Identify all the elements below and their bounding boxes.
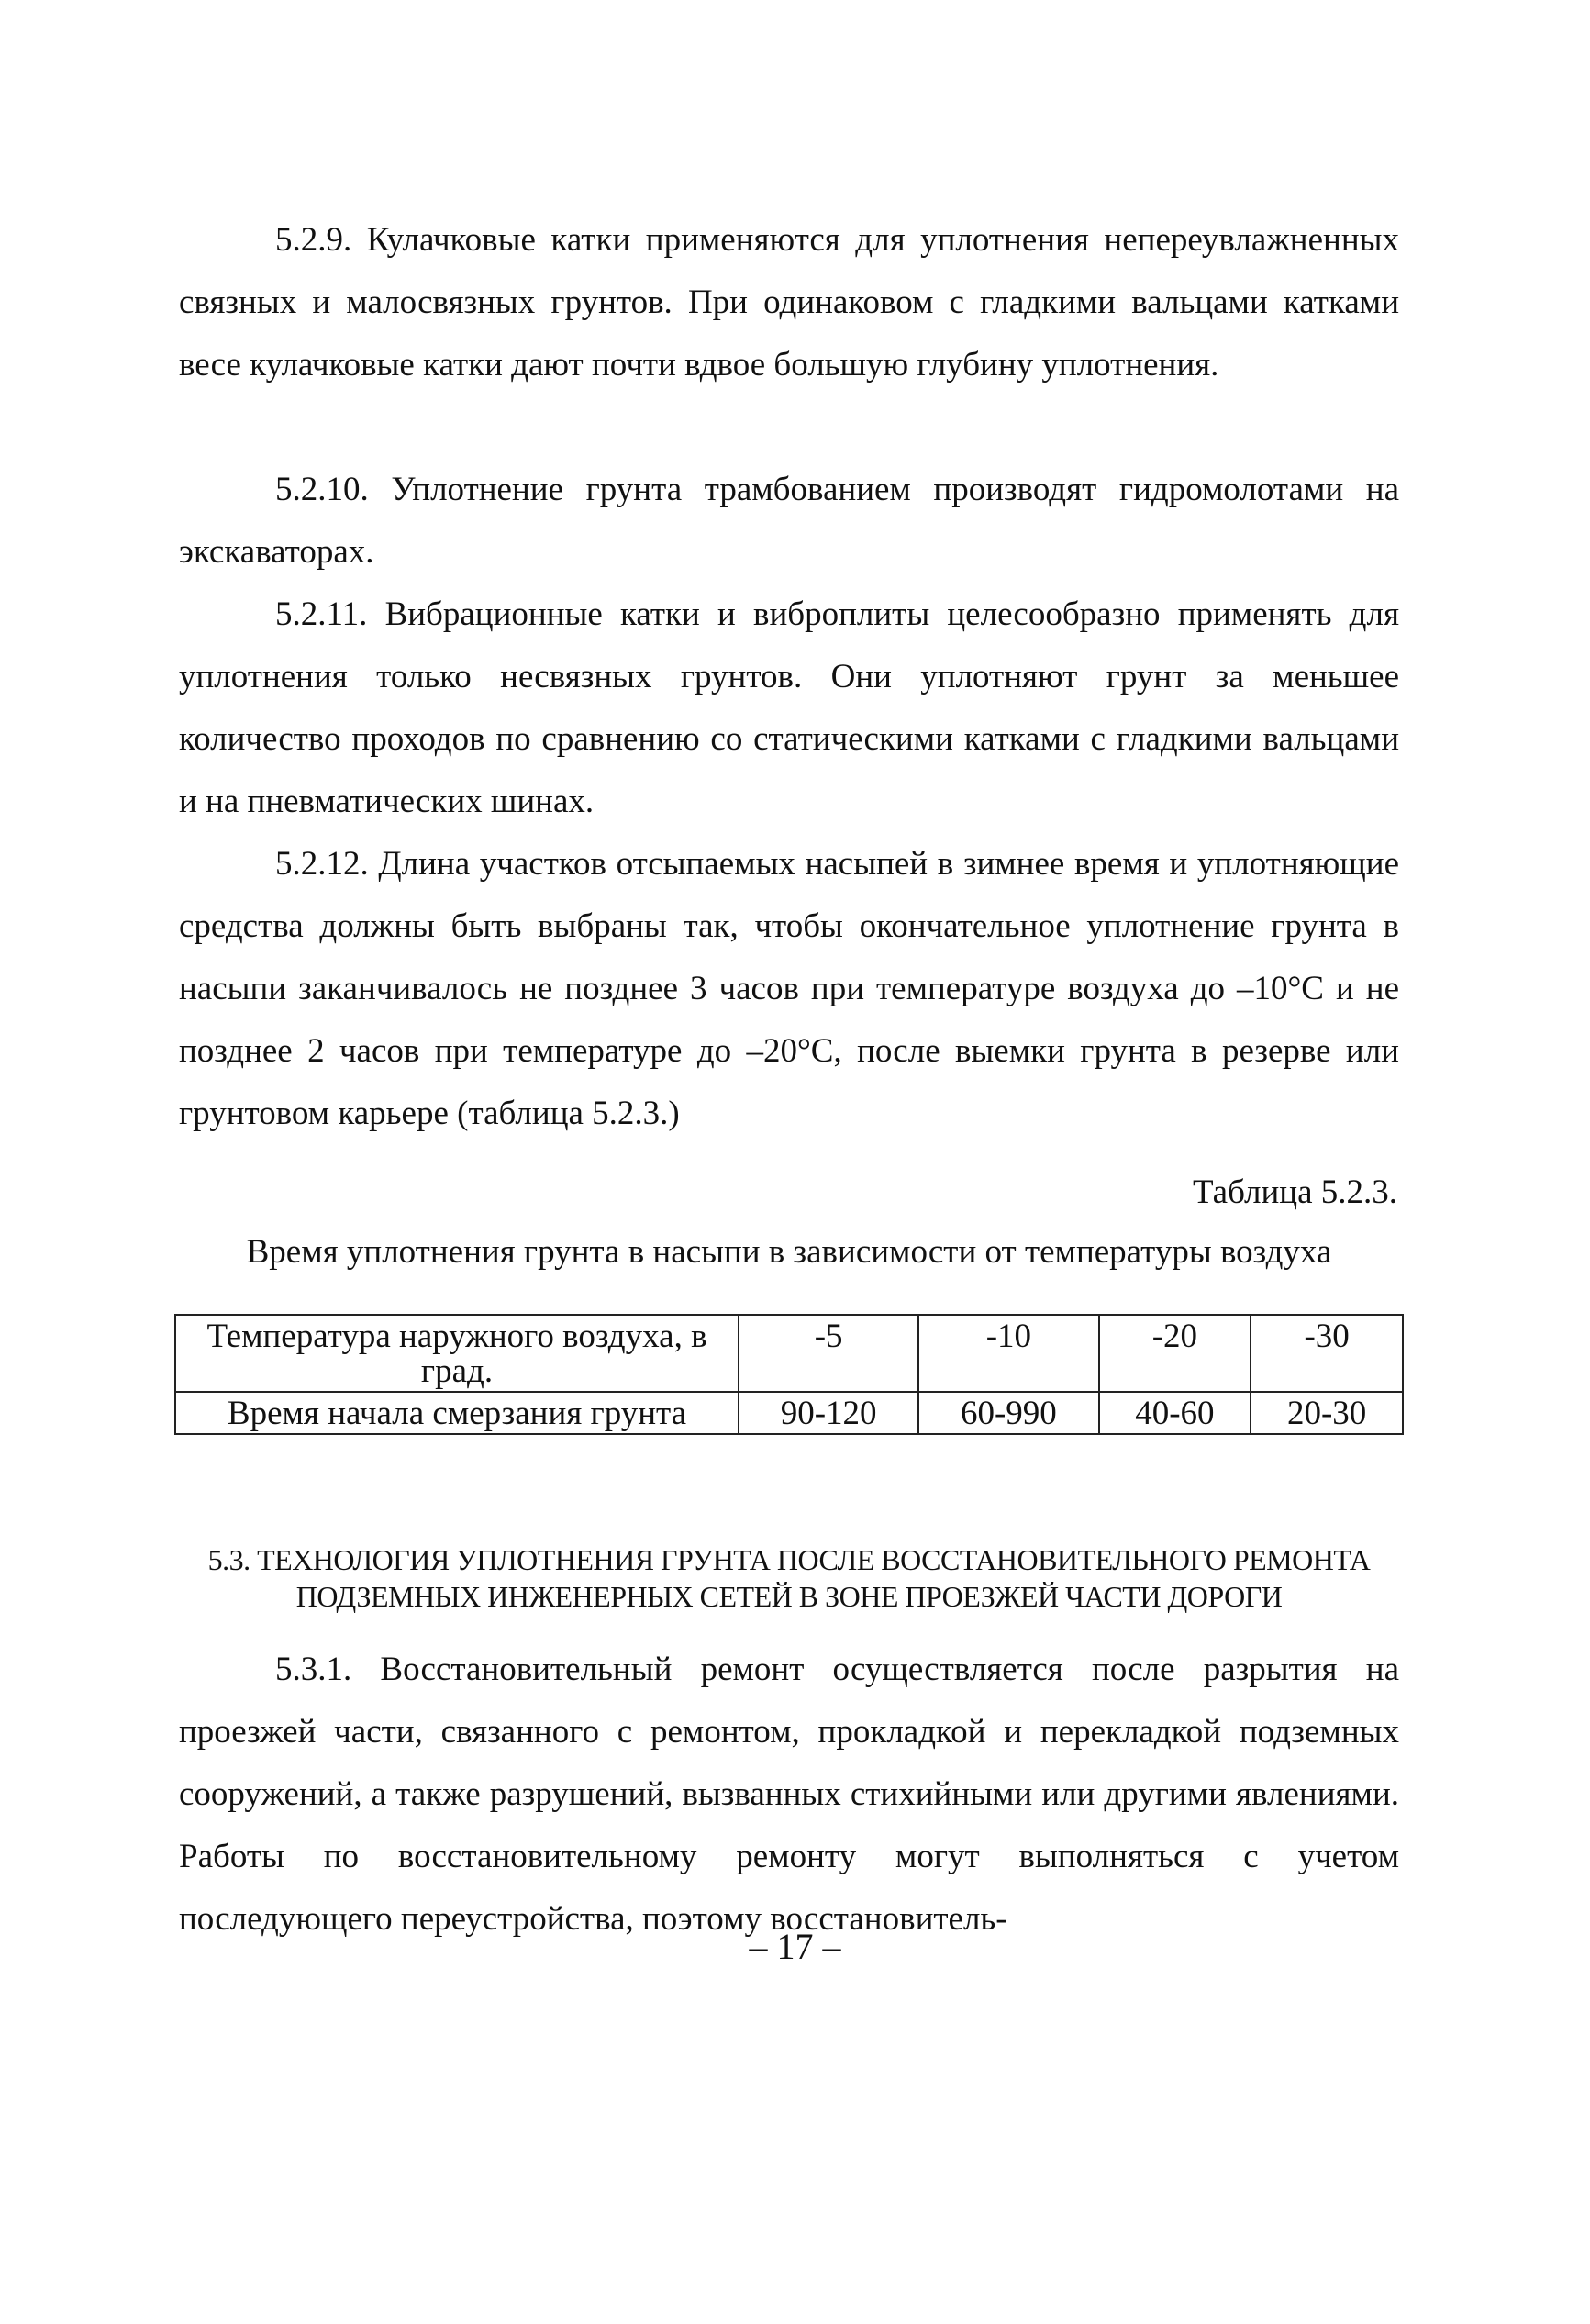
table-cell: 40-60 — [1099, 1392, 1251, 1434]
freezing-time-table — [174, 1314, 1404, 1435]
table-row — [175, 1392, 1403, 1434]
table-cell: Время начала смерзания грунта — [175, 1392, 739, 1434]
section-heading: 5.3. ТЕХНОЛОГИЯ УПЛОТНЕНИЯ ГРУНТА ПОСЛЕ ВОССТАНОВИТЕЛЬНОГО РЕМОНТА ПОДЗЕМНЫХ ИНЖЕНЕРНЫХ СЕТЕЙ В ЗОНЕ ПРОЕЗЖЕЙ ЧАСТИ ДОРОГИ — [207, 1543, 1371, 1613]
table-cell: 20-30 — [1251, 1392, 1403, 1434]
table-row — [175, 1315, 1403, 1392]
table-cell: -20 — [1099, 1315, 1251, 1392]
paragraph-5-2-11: 5.2.11. Вибрационные катки и виброплиты целесообразно применять для уплотнения только несвязных грунтов. Они уплотняют грунт за меньшее количество проходов по сравнению со статическими катками с гладкими вальцами и на пневматических шинах. — [179, 595, 1399, 820]
paragraph-5-2-12: 5.2.12. Длина участков отсыпаемых насыпей в зимнее время и уплотняющие средства должны быть выбраны так, чтобы окончательное уплотнение грунта в насыпи заканчивалось не позднее 3 часов при температуре воздуха до –10°С и не позднее 2 часов при температуре до –20°С, после выемки грунта в резерве или грунтовом карьере (таблица 5.2.3.) — [179, 845, 1399, 1132]
table-label: Таблица 5.2.3. — [1193, 1173, 1397, 1211]
paragraph-5-2-10: 5.2.10. Уплотнение грунта трамбованием производят гидромолотами на экскаваторах. — [179, 471, 1399, 571]
table-cell: 60-990 — [918, 1392, 1098, 1434]
paragraph-5-3-1: 5.3.1. Восстановительный ремонт осуществляется после разрытия на проезжей части, связанного с ремонтом, прокладкой и перекладкой подземных сооружений, а также разрушений, вызванных стихийными или другими явлениями. Работы по восстановительному ремонту могут выполняться с учетом последующего переустройства, поэтому восстановитель- — [179, 1651, 1399, 1938]
paragraph-5-2-9: 5.2.9. Кулачковые катки применяются для уплотнения непереувлажненных связных и малосвязных грунтов. При одинаковом с гладкими вальцами катками весе кулачковые катки дают почти вдвое большую глубину уплотнения. — [179, 221, 1399, 384]
table-cell: 90-120 — [739, 1392, 918, 1434]
table-cell: -10 — [918, 1315, 1098, 1392]
table-cell: -5 — [739, 1315, 918, 1392]
table-title: Время уплотнения грунта в насыпи в зависимости от температуры воздуха — [246, 1233, 1332, 1271]
page-number: – 17 – — [749, 1926, 841, 1967]
table-cell: -30 — [1251, 1315, 1403, 1392]
table-cell: Температура наружного воздуха, в град. — [175, 1315, 739, 1392]
